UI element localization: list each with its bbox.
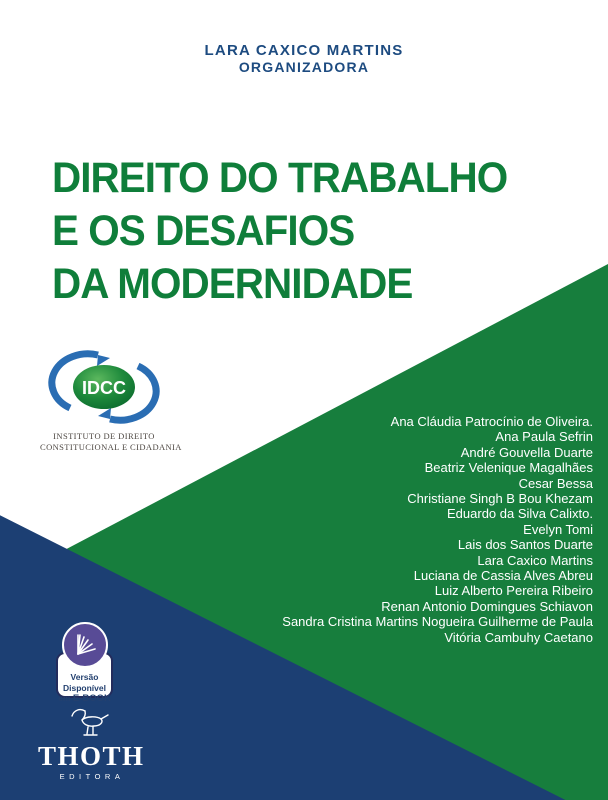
thoth-bird-icon	[69, 706, 111, 742]
contributor-name: Luciana de Cassia Alves Abreu	[413, 568, 593, 584]
author-role: ORGANIZADORA	[238, 59, 370, 75]
publisher-logo	[38, 706, 145, 781]
ebook-em-text: em	[58, 693, 73, 703]
contributor-name: Beatriz Velenique Magalhães	[424, 460, 593, 476]
contributor-name: Cesar Bessa	[518, 475, 593, 491]
contributor-name: Evelyn Tomi	[523, 521, 593, 537]
ebook-badge	[56, 622, 114, 704]
title-line-1: DIREITO DO TRABALHO	[52, 154, 508, 202]
idcc-emblem-icon	[40, 346, 168, 428]
ebook-bold-text: E-BOOK	[72, 693, 111, 704]
contributor-name: Ana Cláudia Patrocínio de Oliveira.	[390, 414, 593, 429]
author-block	[0, 42, 608, 76]
publisher-name: THOTH	[38, 741, 145, 771]
ebook-badge-line-1: Versão	[70, 672, 99, 682]
idcc-acronym: IDCC	[82, 378, 126, 398]
contributor-name: Sandra Cristina Martins Nogueira Guilherme de Paula	[282, 614, 593, 630]
author-name: LARA CAXICO MARTINS	[204, 42, 404, 59]
idcc-logo	[40, 346, 182, 453]
contributor-name: Renan Antonio Domingues Schiavon	[381, 598, 593, 614]
title-line-2: E OS DESAFIOS	[52, 207, 355, 255]
contributor-name: Lais dos Santos Duarte	[457, 537, 593, 553]
contributor-name: Luiz Alberto Pereira Ribeiro	[434, 583, 593, 599]
contributor-name: Lara Caxico Martins	[477, 552, 593, 568]
contributor-name: Christiane Singh B Bou Khezam	[407, 491, 593, 507]
contributors-list	[282, 414, 593, 645]
contributor-name: Vitória Cambuhy Caetano	[444, 629, 593, 645]
publisher-subtitle: EDITORA	[59, 772, 125, 781]
ebook-badge-line-3	[58, 693, 111, 705]
contributor-name: Eduardo da Silva Calixto.	[447, 506, 593, 522]
ebook-book-icon	[62, 622, 108, 668]
title-line-3: DA MODERNIDADE	[52, 260, 413, 308]
book-title	[52, 152, 507, 311]
contributor-name: Ana Paula Sefrin	[495, 429, 593, 445]
ebook-badge-line-2: Disponível	[63, 682, 106, 693]
idcc-institute-line-2: CONSTITUCIONAL E CIDADANIA	[40, 442, 182, 452]
idcc-institute-line-1: INSTITUTO DE DIREITO	[53, 431, 155, 441]
contributor-name: André Gouvella Duarte	[460, 444, 593, 460]
